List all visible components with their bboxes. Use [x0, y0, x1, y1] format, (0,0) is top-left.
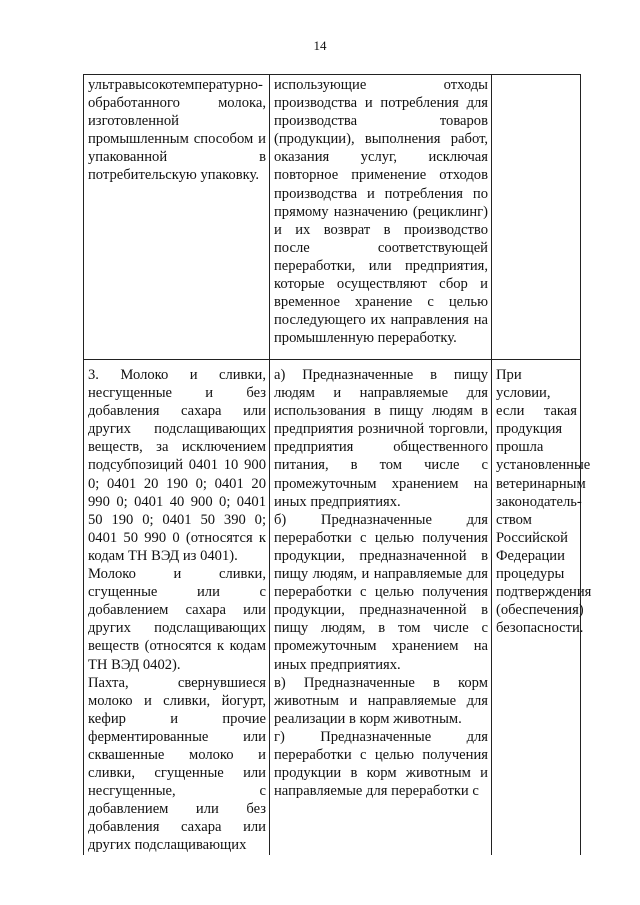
table-row: [84, 360, 581, 855]
product-cell: [84, 360, 270, 855]
cell-paragraph: Пахта, свернувшиеся молоко и сливки, йогурт, кефир и прочие ферментированные или сквашенные молоко и сливки, сгущенные или несгущенные, с добавлением или без добавления сахара или других подслащивающих: [88, 674, 266, 854]
destination-cell: [270, 360, 492, 855]
product-cell: [84, 75, 270, 360]
page-number: 14: [313, 38, 327, 53]
condition-cell: [492, 360, 592, 855]
cell-paragraph: в) Предназначенные в корм животным и направляемые для реализации в корм животным.: [274, 674, 488, 727]
cell-paragraph: б) Предназначенные для переработки с целью получения продукции, предназначенной в пищу людям, и направляемые для переработки с целью получения продукции, предназначенной в пищу людям, в том числе с промежуточным хранением на иных предприятиях.: [274, 511, 488, 673]
cell-paragraph: а) Предназначенные в пищу людям и направляемые для использования в пищу людям в предприятия розничной торговли, предприятия общественного питания, в том числе с промежуточным хранением на иных предприятиях.: [274, 367, 488, 510]
condition-cell: [492, 75, 581, 360]
cell-paragraph: ультравысокотемпературно-обработанного молока, изготовленной промышленным способом и упакованной в потребительскую упаковку.: [88, 77, 266, 184]
cell-paragraph: Молоко и сливки, сгущенные или с добавлением сахара или других подслащивающих веществ (относятся к кодам ТН ВЭД 0402).: [88, 566, 266, 673]
cell-paragraph: 3. Молоко и сливки, несгущенные и без добавления сахара или других подслащивающих веществ, за исключением подсубпозиций 0401 10 900 0; 0401 20 190 0; 0401 20 990 0; 0401 40 900 0; 0401 50 190 0; 0401 50 390 0; 0401 50 990 0 (относятся к кодам ТН ВЭД из 0401).: [88, 367, 266, 564]
table-row: [84, 75, 581, 360]
cell-paragraph: использующие отходы производства и потребления для производства товаров (продукции), выполнения работ, оказания услуг, исключая повторное применение отходов производства и потребления по прямому назначению (рециклинг) и их возврат в производство после соответствующей переработки, или предприятия, которые осуществляют сбор и временное хранение с целью последующего их направления на промышленную переработку.: [274, 77, 488, 347]
cell-paragraph: г) Предназначенные для переработки с целью получения продукции в корм животным и направляемые для переработки с: [274, 728, 488, 800]
cell-paragraph: При условии, если такая продукция прошла установленные ветеринарным законодатель-ством Российской Федерации процедуры подтверждения (обеспечения) безопасности.: [496, 367, 592, 637]
regulation-table: [83, 74, 592, 855]
destination-cell: [270, 75, 492, 360]
